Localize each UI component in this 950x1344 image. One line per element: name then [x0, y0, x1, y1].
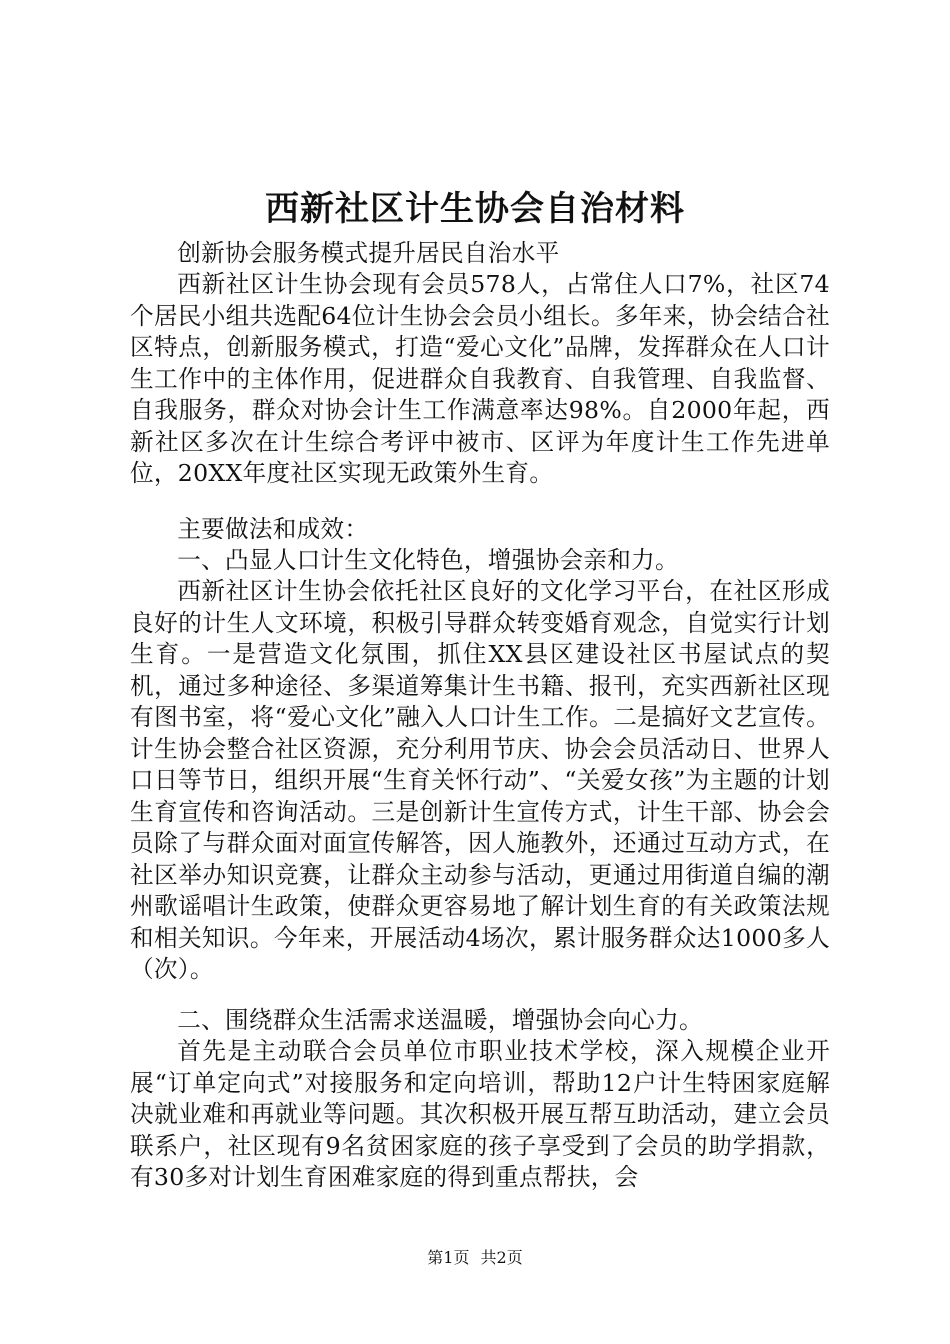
page-footer [0, 1247, 950, 1269]
paragraph-section-two: 首先是主动联合会员单位市职业技术学校，深入规模企业开展“订单定向式”对接服务和定向培训，帮助12户计生特困家庭解决就业难和再就业等问题。其次积极开展互帮互助活动，建立会员联系户，社区现有9名贫困家庭的孩子享受到了会员的助学捐款，有30多对计划生育困难家庭的得到重点帮扶，会 [130, 1037, 830, 1191]
document-title: 西新社区计生协会自治材料 [265, 189, 685, 229]
section-heading-one: 一、凸显人口计生文化特色，增强协会亲和力。 [177, 546, 679, 574]
document-subtitle: 创新协会服务模式提升居民自治水平 [177, 239, 560, 267]
page-total: 共2页 [480, 1248, 523, 1267]
section-heading-two: 二、围绕群众生活需求送温暖，增强协会向心力。 [177, 1006, 703, 1034]
section-heading-main: 主要做法和成效： [177, 515, 369, 543]
page-number: 第1页 [427, 1248, 470, 1267]
paragraph-section-one: 西新社区计生协会依托社区良好的文化学习平台，在社区形成良好的计生人文环境，积极引导群众转变婚育观念，自觉实行计划生育。一是营造文化氛围，抓住XX县区建设社区书屋试点的契机，通过多种途径、多渠道筹集计生书籍、报刊，充实西新社区现有图书室，将“爱心文化”融入人口计生工作。二是搞好文艺宣传。计生协会整合社区资源，充分利用节庆、协会会员活动日、世界人口日等节日，组织开展“生育关怀行动”、“关爱女孩”为主题的计划生育宣传和咨询活动。三是创新计生宣传方式，计生干部、协会会员除了与群众面对面宣传解答，因人施教外，还通过互动方式，在社区举办知识竞赛，让群众主动参与活动，更通过用街道自编的潮州歌谣唱计生政策，使群众更容易地了解计划生育的有关政策法规和相关知识。今年来，开展活动4场次，累计服务群众达1000多人（次）。 [130, 577, 830, 983]
paragraph-intro: 西新社区计生协会现有会员578人，占常住人口7%，社区74个居民小组共选配64位计生协会会员小组长。多年来，协会结合社区特点，创新服务模式，打造“爱心文化”品牌，发挥群众在人口计生工作中的主体作用，促进群众自我教育、自我管理、自我监督、自我服务，群众对协会计生工作满意率达98%。自2000年起，西新社区多次在计生综合考评中被市、区评为年度计生工作先进单位，20XX年度社区实现无政策外生育。 [130, 270, 830, 487]
